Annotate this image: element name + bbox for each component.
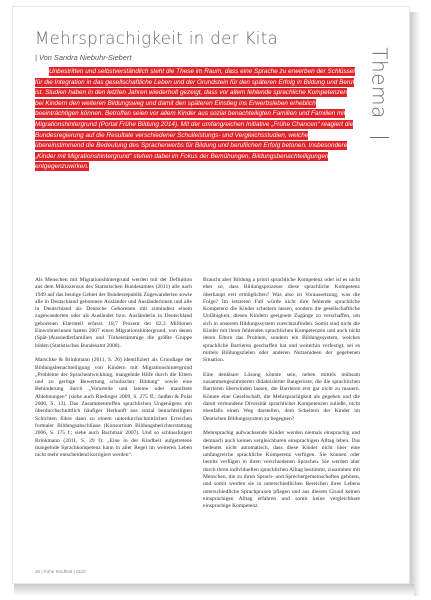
body-paragraph: Braucht aber Bildung a priori sprachliche Kompetenz oder ist es nicht eher so, dass Bildungsprozesse diese sprachliche Kompetenz überhaupt erst ermöglichen? Was also ist Voraussetzung, was die Folge? Im letzteren Fall würde nicht ihre fehlende sprachliche Kompetenz die Kinder scheitern lassen, sondern die gesellschaftliche Unfähigkeit, diesen Kindern geeignete Zugänge zu verschaffen, um sich in unserem Bildungssystem zurechtzufinden. Somit sind nicht die Kinder mit ihren fehlenden sprachlichen Kompetenzen und auch nicht deren Eltern das Problem, sondern ein Bildungssystem, welches sprachliche Barrieren geschaffen hat und weiterhin verfestigt, sei es mittels Bildungszielen oder anderen Nutzenideen der gegebenen Situation. <box>203 277 360 364</box>
page-shadow-bottom <box>14 584 414 596</box>
body-paragraph: Als Menschen mit Migrationshintergrund werden mit der Definition aus dem Mikrozensus des Statistischen Bundesamtes (2011) alle nach 1949 auf das heutige Gebiet der Bundesrepublik Zugewanderten sowie alle in Deutschland geborenen Ausländer und Ausländerinnen und alle in Deutschland als Deutsche Geborenen mit zumindest einem zugewanderten oder als Ausländer bzw. Ausländerin in Deutschland geborenen Elternteil erfasst. 18,7 Prozent der 82,3 Millionen Einwohnerinnen hatten 2007 einen Migrationshintergrund, von denen (Spät-)Aussiedlerfamilien und Türkeistämmige die größte Gruppe bilden (Statistisches Bundesamt 2008). <box>35 277 192 349</box>
section-label-rule <box>370 137 389 138</box>
article-intro <box>35 67 357 173</box>
body-paragraph: Eine denkbare Lösung könnte sein, neben mittels mühsam zusammengezimmerter didaktisierter Baugerüste, die die sprachlichen Barrieren überwinden lassen, die Barrieren erst gar nicht zu mauern. Könnte eine Gesellschaft, die Mehrsprachigkeit als gegeben und die damit verbundene Diversität sprachlicher Kompetenzen zuließe, nicht ebenfalls einen Weg darstellen, dem Scheitern der Kinder im Deutschen Bildungssystem zu begegnen? <box>203 371 360 422</box>
article-author: | Von Sandra Niebuhr-Siebert <box>35 53 132 62</box>
magazine-page <box>12 6 410 584</box>
section-label <box>365 27 395 139</box>
intro-text: Unbestritten und selbstverständlich steht die These im Raum, dass eine Sprache zu erwerben der Schlüssel für die Integration in das gesellschaftliche Leben und der Grundstein für den späteren Erfolg in Bildung und Beruf ist. Studien haben in den letzten Jahren wiederholt gezeigt, dass vor allem fehlende sprachliche Kompetenzen bei Kindern den weiteren Bildungsweg und damit den späteren Einstieg ins Erwerbsleben erheblich beeinträchtigen können. Betroffen seien vor allem Kinder aus sozial benachteiligten Familien und Familien mit Migrationshintergrund (Portal Frühe Bildung 2014). Mit der umfangreichen Initiative „Frühe Chancen“ reagiert die Bundesregierung auf die Resultate verschiedener Schulleistungs- und Vergleichsstudien, welche übereinstimmend die Bedeutung des Spracherwerbs für Bildung und beruflichen Erfolg betonen. Insbesondere „Kinder mit Migrationshintergrund“ stehen dabei im Fokus der Bemühungen, Bildungsbenachteiligungen entgegenzuwirken. <box>35 68 355 171</box>
article-title: Mehrsprachigkeit in der Kita <box>35 29 279 48</box>
body-column-left <box>35 277 192 467</box>
page-footer: 36 | frühe Kindheit | 0110 <box>35 569 86 574</box>
body-paragraph: Mehrsprachig aufwachsende Kinder werden niemals einsprachig und demnach auch keinen vergleichbaren einsprachigen Alltag leben. Das bedeutet nicht automatisch, dass diese Kinder nicht über eine umfangreiche sprachliche Kompetenz verfügen. Sie können oder bereits verfügen in ihren verschiedenen Sprachen. Sie werden aber durch ihren individuellen sprachlichen Alltag bestimmt, zusammen mit Menschen, die zu ihren Sprach- und Sprechergemeinschaften gehören, und somit werden sie in unterschiedlichen Bereichen ihres Lebens unterschiedliche Sprachpraxen pflegen und aus diesem Grund keinen einsprachigen Alltag erfahren und somit keine vergleichbare einsprachige Kompetenz. <box>203 430 360 510</box>
page-shadow-right <box>410 12 420 596</box>
body-paragraph: Marschke & Brinkmann (2011, S. 26) identifiziert als Grundlage der Bildungsbenachteiligung von Kindern mit Migrationshintergrund „Probleme der Sprachentwicklung, mangelnde Hilfe durch die Eltern und zu geringe Bewertung schulischer Bildung“ sowie eine Behinderung durch „Vorurteile und latente oder manifeste Ablehnungen“ (siehe auch Riedinger 2009, S. 275 ff.; Janßen & Polat 2006, S. 13). Das Zusammentreffen sprachlichen Ungenügens mit überdurchschnittlich häufiger Herkunft aus sozial benachteiligten Schichten führe dann zu einem unterdurchschnittlichen Erreichen formaler Bildungsabschlüsse (Konsortium Bildungsberichterstattung 2006, S. 175 f.; siehe auch Bachmair 2007). Und so schlussfolgert Brinkmann (2011, S. 29 f): „Eine in der Kindheit aufgetretene mangelnde Sprachkompetenz kann in aller Regel im weiteren Leben nicht mehr entscheidend korrigiert werden“. <box>35 357 192 459</box>
section-label-text: Thema <box>368 47 392 119</box>
body-column-right <box>203 277 360 518</box>
